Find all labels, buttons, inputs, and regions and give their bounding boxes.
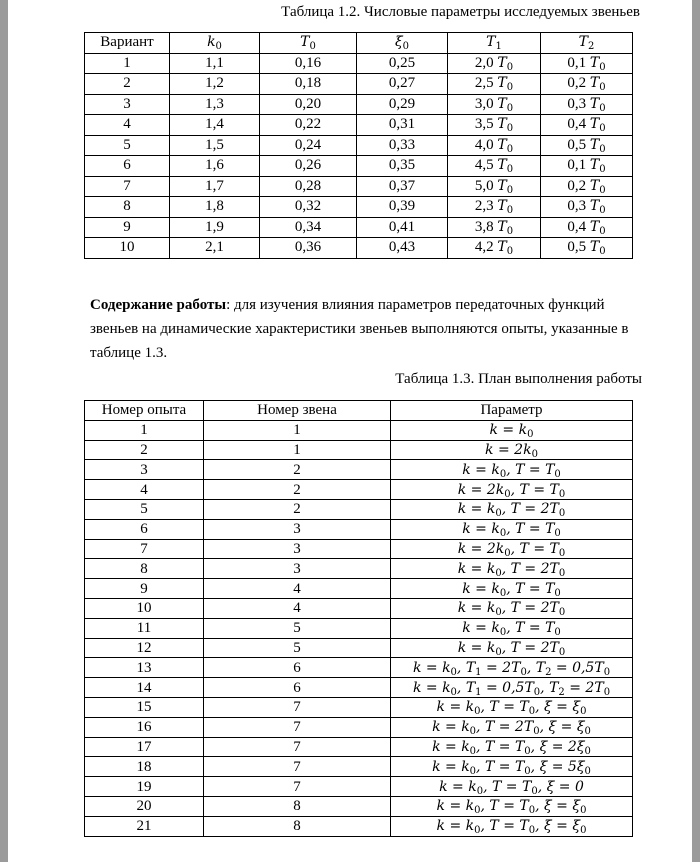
cell-link-number: 7 [204, 737, 391, 757]
parameter-formula: $k = k_0$, $T_1 = 2T_0$, $T_2 = 0,5T_0$ [412, 659, 611, 678]
table-1-3-row [85, 579, 633, 599]
cell-T2-value: 0,1 [567, 157, 587, 174]
cell-link-number: 5 [204, 618, 391, 638]
cell-experiment-number: 9 [85, 579, 204, 599]
cell-T2: 0,4 $T_0$ [541, 115, 633, 136]
table-1-2-row [85, 156, 633, 177]
cell-T0: 0,18 [260, 74, 357, 95]
cell-T0: 0,32 [260, 197, 357, 218]
cell-T2-value: 0,1 [567, 54, 587, 71]
cell-k0: 1,7 [170, 176, 260, 197]
cell-xi0: 0,31 [357, 115, 448, 136]
cell-T1-value: 5,0 [474, 177, 494, 194]
cell-parameter [391, 440, 633, 460]
cell-link-number: 7 [204, 777, 391, 797]
cell-T2: 0,3 $T_0$ [541, 94, 633, 115]
parameter-formula: $k = k_0$, $T = T_0$ [462, 521, 561, 540]
parameter-formula: $k = 2k_0$, $T = T_0$ [457, 540, 566, 559]
parameter-formula: $k = k_0$ [489, 422, 534, 441]
cell-link-number: 3 [204, 539, 391, 559]
cell-T1-value: 2,0 [474, 54, 494, 71]
table-1-2-header-cell: $k_0$ [170, 33, 260, 54]
cell-T1: 5,0 $T_0$ [448, 176, 541, 197]
cell-T1: 4,5 $T_0$ [448, 156, 541, 177]
cell-link-number: 3 [204, 559, 391, 579]
cell-experiment-number: 15 [85, 697, 204, 717]
parameter-formula: $k = k_0$, $T = T_0$, $\xi = 5\xi_0$ [432, 758, 591, 777]
cell-parameter [391, 777, 633, 797]
cell-variant: 7 [85, 176, 170, 197]
table-1-2-header-cell: $T_0$ [260, 33, 357, 54]
cell-T0: 0,20 [260, 94, 357, 115]
cell-T1-value: 2,5 [474, 75, 494, 92]
cell-T2-value: 0,3 [567, 198, 587, 215]
cell-variant: 8 [85, 197, 170, 218]
cell-T1-value: 4,0 [474, 136, 494, 153]
cell-T1-value: 3,5 [474, 116, 494, 133]
cell-link-number: 7 [204, 697, 391, 717]
parameter-formula: $k = k_0$, $T = T_0$, $\xi = \xi_0$ [436, 699, 587, 718]
table-1-3-row [85, 638, 633, 658]
cell-parameter [391, 618, 633, 638]
parameter-formula: $k = 2k_0$, $T = T_0$ [457, 481, 566, 500]
table-1-3-row [85, 480, 633, 500]
cell-parameter [391, 678, 633, 698]
cell-link-number: 3 [204, 519, 391, 539]
cell-experiment-number: 13 [85, 658, 204, 678]
cell-experiment-number: 18 [85, 757, 204, 777]
cell-T0: 0,22 [260, 115, 357, 136]
cell-link-number: 2 [204, 460, 391, 480]
cell-T1: 2,0 $T_0$ [448, 53, 541, 74]
cell-T1-value: 4,2 [474, 239, 494, 256]
cell-link-number: 8 [204, 816, 391, 836]
cell-experiment-number: 10 [85, 598, 204, 618]
cell-xi0: 0,41 [357, 217, 448, 238]
cell-experiment-number: 3 [85, 460, 204, 480]
cell-T1: 2,3 $T_0$ [448, 197, 541, 218]
table-1-2-header-cell: $T_1$ [448, 33, 541, 54]
cell-link-number: 7 [204, 717, 391, 737]
table-1-3-header-row [85, 401, 633, 421]
cell-T2-value: 0,4 [567, 116, 587, 133]
cell-experiment-number: 12 [85, 638, 204, 658]
cell-experiment-number: 6 [85, 519, 204, 539]
document-page [8, 0, 692, 862]
cell-parameter [391, 480, 633, 500]
cell-k0: 1,3 [170, 94, 260, 115]
table-1-3-row [85, 499, 633, 519]
table-1-2-row [85, 238, 633, 259]
table-1-3-row [85, 618, 633, 638]
cell-T1-value: 3,8 [474, 218, 494, 235]
cell-parameter [391, 638, 633, 658]
parameter-formula: $k = k_0$, $T = T_0$, $\xi = \xi_0$ [436, 818, 587, 837]
cell-k0: 1,1 [170, 53, 260, 74]
table-1-3-header-cell: Номер звена [204, 401, 391, 421]
table-1-2-row [85, 53, 633, 74]
cell-k0: 1,4 [170, 115, 260, 136]
cell-T1-value: 4,5 [474, 157, 494, 174]
cell-link-number: 6 [204, 658, 391, 678]
cell-parameter [391, 757, 633, 777]
cell-parameter [391, 796, 633, 816]
cell-parameter [391, 559, 633, 579]
work-content-text: : для изучения влияния параметров передаточных функций звеньев на динамические характеристики звеньев выполняются опыты, указанные в таблице 1.3. [90, 297, 629, 361]
cell-T2-value: 0,5 [567, 136, 587, 153]
cell-link-number: 4 [204, 598, 391, 618]
parameter-formula: $k = 2k_0$ [485, 441, 538, 460]
parameter-formula: $k = k_0$, $T = 2T_0$ [457, 600, 566, 619]
table-1-2-row [85, 135, 633, 156]
cell-experiment-number: 20 [85, 796, 204, 816]
cell-experiment-number: 14 [85, 678, 204, 698]
table-1-2-row [85, 217, 633, 238]
cell-variant: 2 [85, 74, 170, 95]
cell-experiment-number: 11 [85, 618, 204, 638]
cell-T1: 3,5 $T_0$ [448, 115, 541, 136]
table-1-3-row [85, 678, 633, 698]
table-1-3-row [85, 658, 633, 678]
cell-link-number: 1 [204, 440, 391, 460]
cell-T1: 2,5 $T_0$ [448, 74, 541, 95]
parameter-formula: $k = k_0$, $T = 2T_0$ [457, 501, 566, 520]
cell-T1: 4,0 $T_0$ [448, 135, 541, 156]
cell-link-number: 5 [204, 638, 391, 658]
cell-link-number: 1 [204, 420, 391, 440]
cell-parameter [391, 499, 633, 519]
cell-experiment-number: 21 [85, 816, 204, 836]
cell-T2: 0,3 $T_0$ [541, 197, 633, 218]
cell-link-number: 7 [204, 757, 391, 777]
cell-experiment-number: 17 [85, 737, 204, 757]
cell-T0: 0,26 [260, 156, 357, 177]
table-1-3-row [85, 737, 633, 757]
table-1-2-row [85, 197, 633, 218]
cell-experiment-number: 8 [85, 559, 204, 579]
cell-variant: 1 [85, 53, 170, 74]
cell-T2-value: 0,3 [567, 95, 587, 112]
cell-parameter [391, 598, 633, 618]
cell-T2: 0,2 $T_0$ [541, 74, 633, 95]
cell-xi0: 0,35 [357, 156, 448, 177]
cell-link-number: 2 [204, 480, 391, 500]
cell-parameter [391, 697, 633, 717]
cell-T0: 0,36 [260, 238, 357, 259]
cell-parameter [391, 460, 633, 480]
cell-experiment-number: 1 [85, 420, 204, 440]
cell-xi0: 0,25 [357, 53, 448, 74]
table-1-3-work-plan [84, 400, 633, 837]
cell-T2: 0,1 $T_0$ [541, 156, 633, 177]
cell-variant: 3 [85, 94, 170, 115]
parameter-formula: $k = k_0$, $T = 2T_0$ [457, 639, 566, 658]
table-1-2-row [85, 94, 633, 115]
table-1-3-row [85, 796, 633, 816]
cell-variant: 4 [85, 115, 170, 136]
parameter-formula: $k = k_0$, $T = T_0$, $\xi = \xi_0$ [436, 798, 587, 817]
table-1-3-row [85, 460, 633, 480]
cell-T1-value: 3,0 [474, 95, 494, 112]
cell-parameter [391, 717, 633, 737]
table-1-2-header-cell: $T_2$ [541, 33, 633, 54]
cell-T2: 0,1 $T_0$ [541, 53, 633, 74]
cell-experiment-number: 2 [85, 440, 204, 460]
table-1-2-row [85, 115, 633, 136]
table-1-3-row [85, 539, 633, 559]
parameter-formula: $k = k_0$, $T = T_0$ [462, 580, 561, 599]
table-1-2-row [85, 176, 633, 197]
table-1-3-row [85, 420, 633, 440]
cell-k0: 1,5 [170, 135, 260, 156]
cell-xi0: 0,27 [357, 74, 448, 95]
cell-variant: 6 [85, 156, 170, 177]
cell-parameter [391, 519, 633, 539]
cell-T0: 0,16 [260, 53, 357, 74]
cell-variant: 9 [85, 217, 170, 238]
table-1-2-parameters [84, 32, 633, 259]
table-1-3-row [85, 717, 633, 737]
table-1-2-row [85, 74, 633, 95]
work-content-paragraph [90, 293, 650, 365]
cell-link-number: 4 [204, 579, 391, 599]
parameter-formula: $k = k_0$, $T = T_0$ [462, 620, 561, 639]
cell-link-number: 6 [204, 678, 391, 698]
cell-xi0: 0,43 [357, 238, 448, 259]
table-1-3-caption: Таблица 1.3. План выполнения работы [395, 371, 642, 387]
cell-parameter [391, 816, 633, 836]
table-1-3-row [85, 559, 633, 579]
cell-xi0: 0,33 [357, 135, 448, 156]
cell-parameter [391, 539, 633, 559]
work-content-label: Содержание работы [90, 297, 227, 313]
cell-T1-value: 2,3 [474, 198, 494, 215]
cell-link-number: 8 [204, 796, 391, 816]
table-1-3-row [85, 816, 633, 836]
cell-k0: 1,2 [170, 74, 260, 95]
table-1-2-caption: Таблица 1.2. Числовые параметры исследуемых звеньев [281, 4, 640, 20]
table-1-2-header-row [85, 33, 633, 54]
cell-xi0: 0,29 [357, 94, 448, 115]
table-1-3-row [85, 777, 633, 797]
cell-experiment-number: 5 [85, 499, 204, 519]
table-1-3-row [85, 598, 633, 618]
cell-parameter [391, 737, 633, 757]
parameter-formula: $k = k_0$, $T_1 = 0,5T_0$, $T_2 = 2T_0$ [412, 679, 611, 698]
cell-T2-value: 0,2 [567, 75, 587, 92]
cell-T2: 0,4 $T_0$ [541, 217, 633, 238]
cell-parameter [391, 658, 633, 678]
table-1-2-header-cell: $\xi_0$ [357, 33, 448, 54]
cell-experiment-number: 4 [85, 480, 204, 500]
cell-parameter [391, 579, 633, 599]
parameter-formula: $k = k_0$, $T = T_0$, ξ = 0 [439, 778, 584, 797]
parameter-formula: $k = k_0$, $T = T_0$ [462, 461, 561, 480]
cell-xi0: 0,39 [357, 197, 448, 218]
cell-variant: 5 [85, 135, 170, 156]
table-1-3-row [85, 440, 633, 460]
table-1-2-header-cell: Вариант [85, 33, 170, 54]
table-1-3-header-cell: Номер опыта [85, 401, 204, 421]
cell-parameter [391, 420, 633, 440]
parameter-formula: $k = k_0$, $T = 2T_0$, $\xi = \xi_0$ [432, 719, 591, 738]
cell-T2-value: 0,4 [567, 218, 587, 235]
table-1-3-row [85, 757, 633, 777]
cell-k0: 1,8 [170, 197, 260, 218]
cell-T0: 0,34 [260, 217, 357, 238]
parameter-formula: $k = k_0$, $T = 2T_0$ [457, 560, 566, 579]
cell-T2: 0,5 $T_0$ [541, 135, 633, 156]
cell-k0: 2,1 [170, 238, 260, 259]
cell-k0: 1,9 [170, 217, 260, 238]
cell-experiment-number: 19 [85, 777, 204, 797]
table-1-3-row [85, 697, 633, 717]
cell-link-number: 2 [204, 499, 391, 519]
cell-experiment-number: 7 [85, 539, 204, 559]
cell-T1: 3,0 $T_0$ [448, 94, 541, 115]
table-1-3-row [85, 519, 633, 539]
cell-T0: 0,28 [260, 176, 357, 197]
cell-T2: 0,2 $T_0$ [541, 176, 633, 197]
cell-experiment-number: 16 [85, 717, 204, 737]
cell-T0: 0,24 [260, 135, 357, 156]
cell-T2-value: 0,5 [567, 239, 587, 256]
cell-k0: 1,6 [170, 156, 260, 177]
cell-T2: 0,5 $T_0$ [541, 238, 633, 259]
parameter-formula: $k = k_0$, $T = T_0$, $\xi = 2\xi_0$ [432, 738, 591, 757]
cell-variant: 10 [85, 238, 170, 259]
cell-xi0: 0,37 [357, 176, 448, 197]
table-1-3-header-cell: Параметр [391, 401, 633, 421]
cell-T2-value: 0,2 [567, 177, 587, 194]
cell-T1: 4,2 $T_0$ [448, 238, 541, 259]
cell-T1: 3,8 $T_0$ [448, 217, 541, 238]
